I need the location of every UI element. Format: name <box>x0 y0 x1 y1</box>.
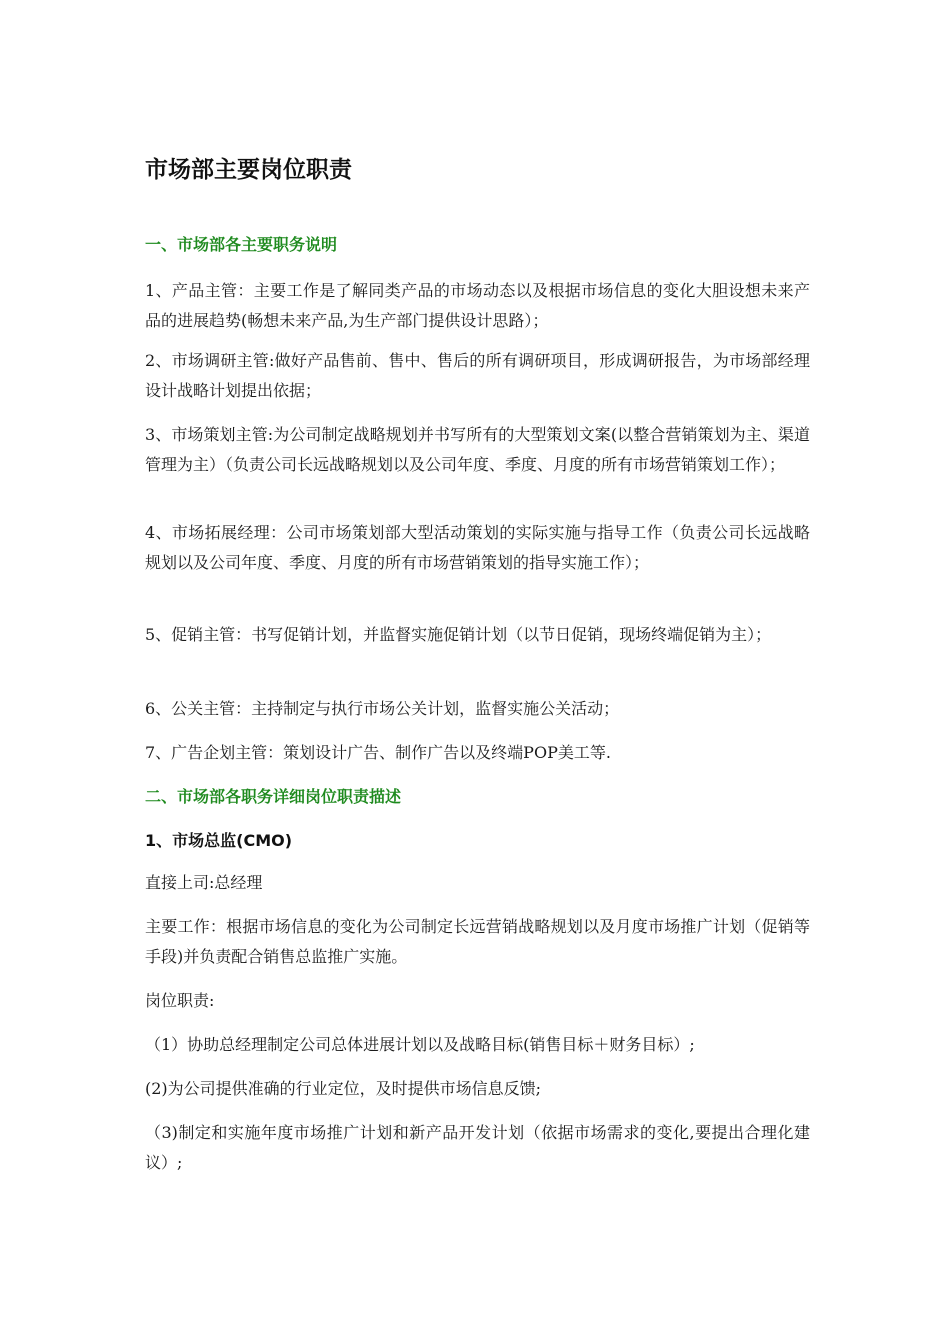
list-item-product-manager: 1、产品主管：主要工作是了解同类产品的市场动态以及根据市场信息的变化大胆设想未来产品的进展趋势(畅想未来产品,为生产部门提供设计思路）； <box>145 281 810 330</box>
cmo-duty-item: （1）协助总经理制定公司总体进展计划以及战略目标(销售目标＋财务目标）; <box>145 1035 695 1054</box>
page-title: 市场部主要岗位职责 <box>145 157 352 183</box>
cmo-duty-item: (2)为公司提供准确的行业定位，及时提供市场信息反馈; <box>145 1079 542 1098</box>
list-item-ad-manager: 7、广告企划主管：策划设计广告、制作广告以及终端POP美工等. <box>145 743 611 762</box>
list-item-promotion-manager: 5、促销主管：书写促销计划，并监督实施促销计划（以节日促销，现场终端促销为主）； <box>145 625 772 644</box>
cmo-duties-label: 岗位职责: <box>145 991 215 1010</box>
cmo-main-work: 主要工作：根据市场信息的变化为公司制定长远营销战略规划以及月度市场推广计划（促销等手段)并负责配合销售总监推广实施。 <box>145 917 810 966</box>
section-heading-duty-overview: 一、市场部各主要职务说明 <box>145 235 338 254</box>
list-item-pr-manager: 6、公关主管：主持制定与执行市场公关计划，监督实施公关活动； <box>145 699 620 718</box>
list-item-expansion-manager: 4、市场拓展经理：公司市场策划部大型活动策划的实际实施与指导工作（负责公司长远战略规划以及公司年度、季度、月度的所有市场营销策划的指导实施工作）； <box>145 523 810 572</box>
list-item-planning-manager: 3、市场策划主管:为公司制定战略规划并书写所有的大型策划文案(以整合营销策划为主、渠道管理为主）（负责公司长远战略规划以及公司年度、季度、月度的所有市场营销策划工作）； <box>145 425 810 474</box>
cmo-duty-item: （3)制定和实施年度市场推广计划和新产品开发计划（依据市场需求的变化,要提出合理化建议）; <box>145 1123 810 1172</box>
list-item-research-manager: 2、市场调研主管:做好产品售前、售中、售后的所有调研项目，形成调研报告，为市场部经理设计战略计划提出依据； <box>145 351 810 400</box>
cmo-supervisor: 直接上司:总经理 <box>145 873 263 892</box>
section-heading-detailed-duties: 二、市场部各职务详细岗位职责描述 <box>145 787 402 806</box>
sub-heading-cmo: 1、市场总监(CMO) <box>145 831 293 850</box>
